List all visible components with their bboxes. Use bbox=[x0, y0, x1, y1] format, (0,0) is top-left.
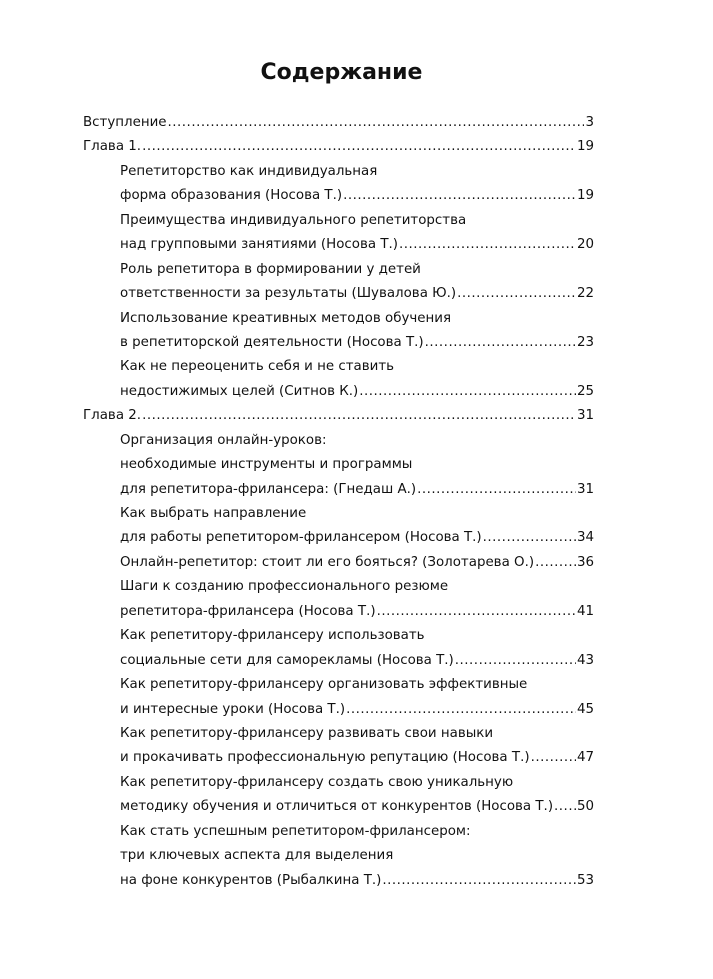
toc-entry-line bbox=[83, 702, 594, 726]
toc-entry-text: и интересные уроки (Носова Т.) bbox=[120, 701, 346, 717]
dot-leader bbox=[457, 286, 576, 301]
dot-leader bbox=[483, 530, 576, 545]
dot-leader bbox=[346, 702, 576, 717]
toc-page-number: 22 bbox=[576, 286, 594, 302]
toc-entry-text: Как выбрать направление bbox=[120, 506, 307, 521]
toc-page-number: 20 bbox=[576, 237, 594, 253]
toc-entry-line bbox=[83, 555, 594, 579]
toc-page-number: 23 bbox=[576, 334, 594, 350]
toc-entry-line bbox=[83, 164, 594, 188]
toc-entry-text: для репетитора-фрилансера: (Гнедаш А.) bbox=[120, 481, 417, 497]
toc-entry-line bbox=[83, 457, 594, 481]
dot-leader bbox=[425, 335, 576, 350]
toc-page-number: 45 bbox=[576, 701, 594, 717]
toc-entry-text: Использование креативных методов обучения bbox=[120, 310, 452, 326]
toc-entry-line bbox=[83, 750, 594, 774]
toc-entry-line bbox=[83, 311, 594, 335]
toc-entry-text: методику обучения и отличиться от конкурентов (Носова Т.) bbox=[120, 799, 554, 815]
toc-entry-line bbox=[83, 506, 594, 530]
toc-entry-line bbox=[83, 286, 594, 310]
dot-leader bbox=[343, 188, 576, 203]
toc-entry-text: Вступление bbox=[83, 115, 167, 130]
dot-leader bbox=[531, 750, 576, 765]
toc-page-number: 47 bbox=[576, 750, 594, 766]
toc-entry-line bbox=[83, 775, 594, 799]
toc-entry-text: репетитора-фрилансера (Носова Т.) bbox=[120, 603, 376, 619]
toc-entry-line bbox=[83, 530, 594, 554]
toc-page-number: 31 bbox=[576, 408, 594, 424]
toc-entry-text: над групповыми занятиями (Носова Т.) bbox=[120, 237, 398, 253]
toc-entry-text: Как репетитору-фрилансеру создать свою уникальную bbox=[120, 774, 514, 790]
toc-entry-text: социальные сети для саморекламы (Носова Т.) bbox=[120, 652, 454, 668]
toc-chapter-line bbox=[83, 139, 594, 163]
toc-entry-text: Роль репетитора в формировании у детей bbox=[120, 261, 421, 277]
dot-leader bbox=[554, 799, 576, 814]
toc-page-number: 43 bbox=[576, 652, 594, 668]
toc-page-number: 3 bbox=[585, 115, 594, 130]
toc-page-number: 19 bbox=[576, 188, 594, 204]
toc-entry-line bbox=[83, 335, 594, 359]
toc-entry-line bbox=[83, 237, 594, 261]
toc-entry-text: Преимущества индивидуального репетиторства bbox=[120, 212, 467, 228]
dot-leader bbox=[417, 482, 576, 497]
toc-entry-line bbox=[83, 677, 594, 701]
table-of-contents bbox=[83, 115, 594, 897]
toc-entry-line bbox=[83, 579, 594, 603]
toc-entry-line bbox=[83, 726, 594, 750]
toc-entry-text: на фоне конкурентов (Рыбалкина Т.) bbox=[120, 872, 382, 888]
toc-entry-text: необходимые инструменты и программы bbox=[120, 457, 413, 473]
toc-page-number: 31 bbox=[576, 481, 594, 497]
dot-leader bbox=[377, 604, 576, 619]
toc-chapter-line bbox=[83, 408, 594, 432]
dot-leader bbox=[399, 237, 576, 252]
toc-entry-line bbox=[83, 799, 594, 823]
toc-entry-text: Организация онлайн-уроков: bbox=[120, 432, 327, 448]
toc-entry-line bbox=[83, 482, 594, 506]
dot-leader bbox=[535, 555, 576, 570]
toc-entry-text: Глава 1. bbox=[83, 139, 142, 155]
toc-entry-text: три ключевых аспекта для выделения bbox=[120, 848, 394, 864]
toc-entry-line bbox=[83, 433, 594, 457]
dot-leader bbox=[382, 873, 576, 888]
toc-entry-line bbox=[83, 653, 594, 677]
toc-entry-text: в репетиторской деятельности (Носова Т.) bbox=[120, 334, 424, 350]
dot-leader bbox=[168, 115, 585, 130]
toc-entry-line bbox=[83, 188, 594, 212]
toc-entry-text: Онлайн-репетитор: стоит ли его бояться? (Золотарева О.) bbox=[120, 554, 535, 570]
toc-entry-text: Глава 2. bbox=[83, 408, 142, 424]
toc-entry-line bbox=[83, 824, 594, 848]
toc-page-number: 36 bbox=[576, 554, 594, 570]
toc-entry-text: Как не переоценить себя и не ставить bbox=[120, 359, 395, 375]
toc-chapter-line bbox=[83, 115, 594, 139]
toc-page-number: 53 bbox=[576, 872, 594, 888]
toc-entry-line bbox=[83, 848, 594, 872]
toc-entry-text: Как стать успешным репетитором-фрилансером: bbox=[120, 823, 471, 839]
toc-entry-text: Как репетитору-фрилансеру развивать свои навыки bbox=[120, 725, 494, 741]
toc-entry-line bbox=[83, 359, 594, 383]
toc-entry-line bbox=[83, 873, 594, 897]
toc-page-number: 41 bbox=[576, 603, 594, 619]
toc-title: Содержание bbox=[260, 60, 423, 85]
toc-entry-line bbox=[83, 628, 594, 652]
dot-leader bbox=[359, 384, 576, 399]
toc-entry-text: Как репетитору-фрилансеру организовать эффективные bbox=[120, 677, 528, 693]
toc-page-number: 19 bbox=[576, 139, 594, 155]
toc-entry-line bbox=[83, 213, 594, 237]
toc-page-number: 34 bbox=[576, 530, 594, 546]
toc-entry-text: для работы репетитором-фрилансером (Носова Т.) bbox=[120, 530, 482, 546]
toc-entry-text: ответственности за результаты (Шувалова Ю.) bbox=[120, 286, 457, 302]
toc-entry-text: форма образования (Носова Т.) bbox=[120, 188, 343, 204]
toc-entry-text: Репетиторство как индивидуальная bbox=[120, 163, 378, 179]
toc-entry-line bbox=[83, 262, 594, 286]
dot-leader bbox=[455, 653, 576, 668]
toc-entry-text: недостижимых целей (Ситнов К.) bbox=[120, 383, 359, 399]
dot-leader bbox=[142, 408, 576, 423]
toc-entry-text: и прокачивать профессиональную репутацию (Носова Т.) bbox=[120, 750, 530, 766]
toc-entry-line bbox=[83, 604, 594, 628]
toc-page-number: 25 bbox=[576, 383, 594, 399]
toc-page-number: 50 bbox=[576, 799, 594, 815]
toc-entry-line bbox=[83, 384, 594, 408]
toc-entry-text: Шаги к созданию профессионального резюме bbox=[120, 579, 449, 595]
dot-leader bbox=[142, 139, 576, 154]
toc-entry-text: Как репетитору-фрилансеру использовать bbox=[120, 628, 425, 644]
